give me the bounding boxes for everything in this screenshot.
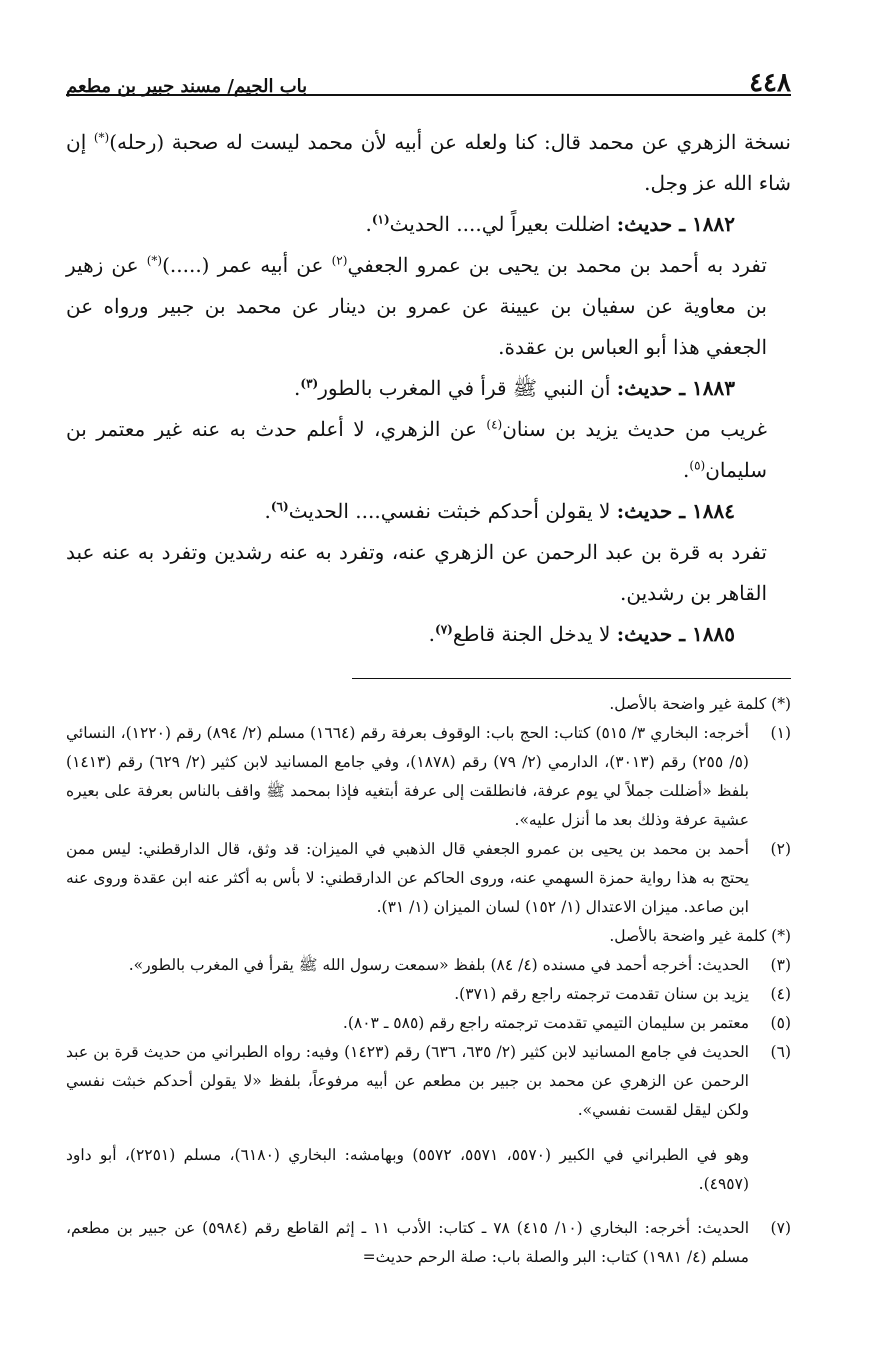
footnote-5: (٥) معتمر بن سليمان التيمي تقدمت ترجمته راجع رقم (٥٨٥ ـ ٨٠٣).	[342, 1014, 791, 1032]
footnote-6: (٦) الحديث في جامع المسانيد لابن كثير (٢/ ٦٣٥، ٦٣٦) رقم (١٤٢٣) وفيه: رواه الطبراني من حديث قرة بن عبد الرحمن عن الزهري عن محمد بن جبير بن مطعم عن أبيه مرفوعاً، بلفظ «لا يقولن أحدكم خبثت نفسي ولكن ليقل لقست نفسي».	[66, 1043, 791, 1119]
footnote-rule	[352, 678, 791, 679]
footnotes	[66, 690, 791, 1272]
footnote-1: (١) أخرجه: البخاري ٣/ ٥١٥) كتاب: الحج باب: الوقوف بعرفة رقم (١٦٦٤) مسلم (٢/ ٨٩٤) رقم (١٢٢٠)، النسائي (٥/ ٢٥٥) رقم (٣٠١٣)، الدارمي (٢/ ٧٩) رقم (١٨٧٨)، وفي جامع المسانيد لابن كثير (٢/ ٦٢٩) رقم (١٤١٣) بلفظ «أضللت جملاً لي يوم عرفة، فانطلقت إلى عرفة أبتغيه فإذا بمحمد ﷺ واقف بالناس بعرفة على بعيره عشية عرفة وذلك بعد ما أنزل عليه».	[66, 724, 791, 829]
footnote-3: (٣) الحديث: أخرجه أحمد في مسنده (٤/ ٨٤) بلفظ «سمعت رسول الله ﷺ يقرأ في المغرب بالطور».	[128, 956, 791, 974]
main-text	[66, 122, 791, 655]
header-rule	[66, 94, 791, 96]
page-number: ٤٤٨	[749, 68, 791, 98]
hadith-1884-title: ١٨٨٤ ـ حديث: لا يقولن أحدكم خبثت نفسي.... الحديث$^{(٦)}$.	[264, 499, 735, 523]
hadith-1885-title: ١٨٨٥ ـ حديث: لا يدخل الجنة قاطع$^{(٧)}$.	[428, 622, 735, 646]
page-header	[66, 56, 791, 96]
footnote-4: (٤) يزيد بن سنان تقدمت ترجمته راجع رقم (٣٧١).	[454, 985, 791, 1003]
footnote-star-1: (*) كلمة غير واضحة بالأصل.	[609, 695, 791, 713]
footnote-6-continued: وهو في الطبراني في الكبير (٥٥٧٠، ٥٥٧١، ٥٥٧٢) وبهامشه: البخاري (٦١٨٠)، مسلم (٢٢٥١)، أبو داود (٤٩٥٧).	[66, 1145, 750, 1193]
paragraph-1884-commentary: تفرد به قرة بن عبد الرحمن عن الزهري عنه، وتفرد به عنه رشدين وتفرد به عنه عبد القاهر بن رشدين.	[66, 540, 767, 605]
paragraph-1882-commentary: تفرد به أحمد بن محمد بن يحيى بن عمرو الجعفي$^{(٢)}$ عن أبيه عمر (.....)(*) عن زهير بن معاوية عن سفيان بن عيينة عن عمرو بن دينار عن محمد بن جبير ورواه عن الجعفي هذا أبو العباس بن عقدة.	[66, 253, 768, 359]
hadith-1882-title: ١٨٨٢ ـ حديث: اضللت بعيراً لي.... الحديث$^{(١)}$.	[365, 212, 735, 236]
paragraph-1883-commentary: غريب من حديث يزيد بن سنان$^{(٤)}$ عن الزهري، لا أعلم حدث به عنه غير معتمر بن سليمان$^{(٥)}$.	[66, 417, 767, 482]
footnote-7: (٧) الحديث: أخرجه: البخاري (١٠/ ٤١٥) ٧٨ ـ كتاب: الأدب ١١ ـ إثم القاطع رقم (٥٩٨٤) عن جبير بن مطعم، مسلم (٤/ ١٩٨١) كتاب: البر والصلة باب: صلة الرحم حديث=	[66, 1219, 791, 1266]
footnote-star-2: (*) كلمة غير واضحة بالأصل.	[609, 927, 791, 945]
running-title: باب الجيم/ مسند جبير بن مطعم	[66, 76, 308, 97]
paragraph-intro: نسخة الزهري عن محمد قال: كنا ولعله عن أبيه لأن محمد ليست له صحبة (رحله)(*) إن شاء الله عز وجل.	[66, 130, 791, 195]
footnote-2: (٢) أحمد بن محمد بن يحيى بن عمرو الجعفي قال الذهبي في الميزان: قد وثق، قال الدارقطني: ليس ممن يحتج به هذا رواية حمزة السهمي عنه، وروى الحاكم عن الدارقطني: لا بأس به أكثر عنه ابن عقدة وروى عنه ابن صاعد. ميزان الاعتدال (١/ ١٥٢) لسان الميزان (١/ ٣١).	[66, 840, 791, 916]
hadith-1883-title: ١٨٨٣ ـ حديث: أن النبي ﷺ قرأ في المغرب بالطور$^{(٣)}$.	[294, 376, 735, 400]
